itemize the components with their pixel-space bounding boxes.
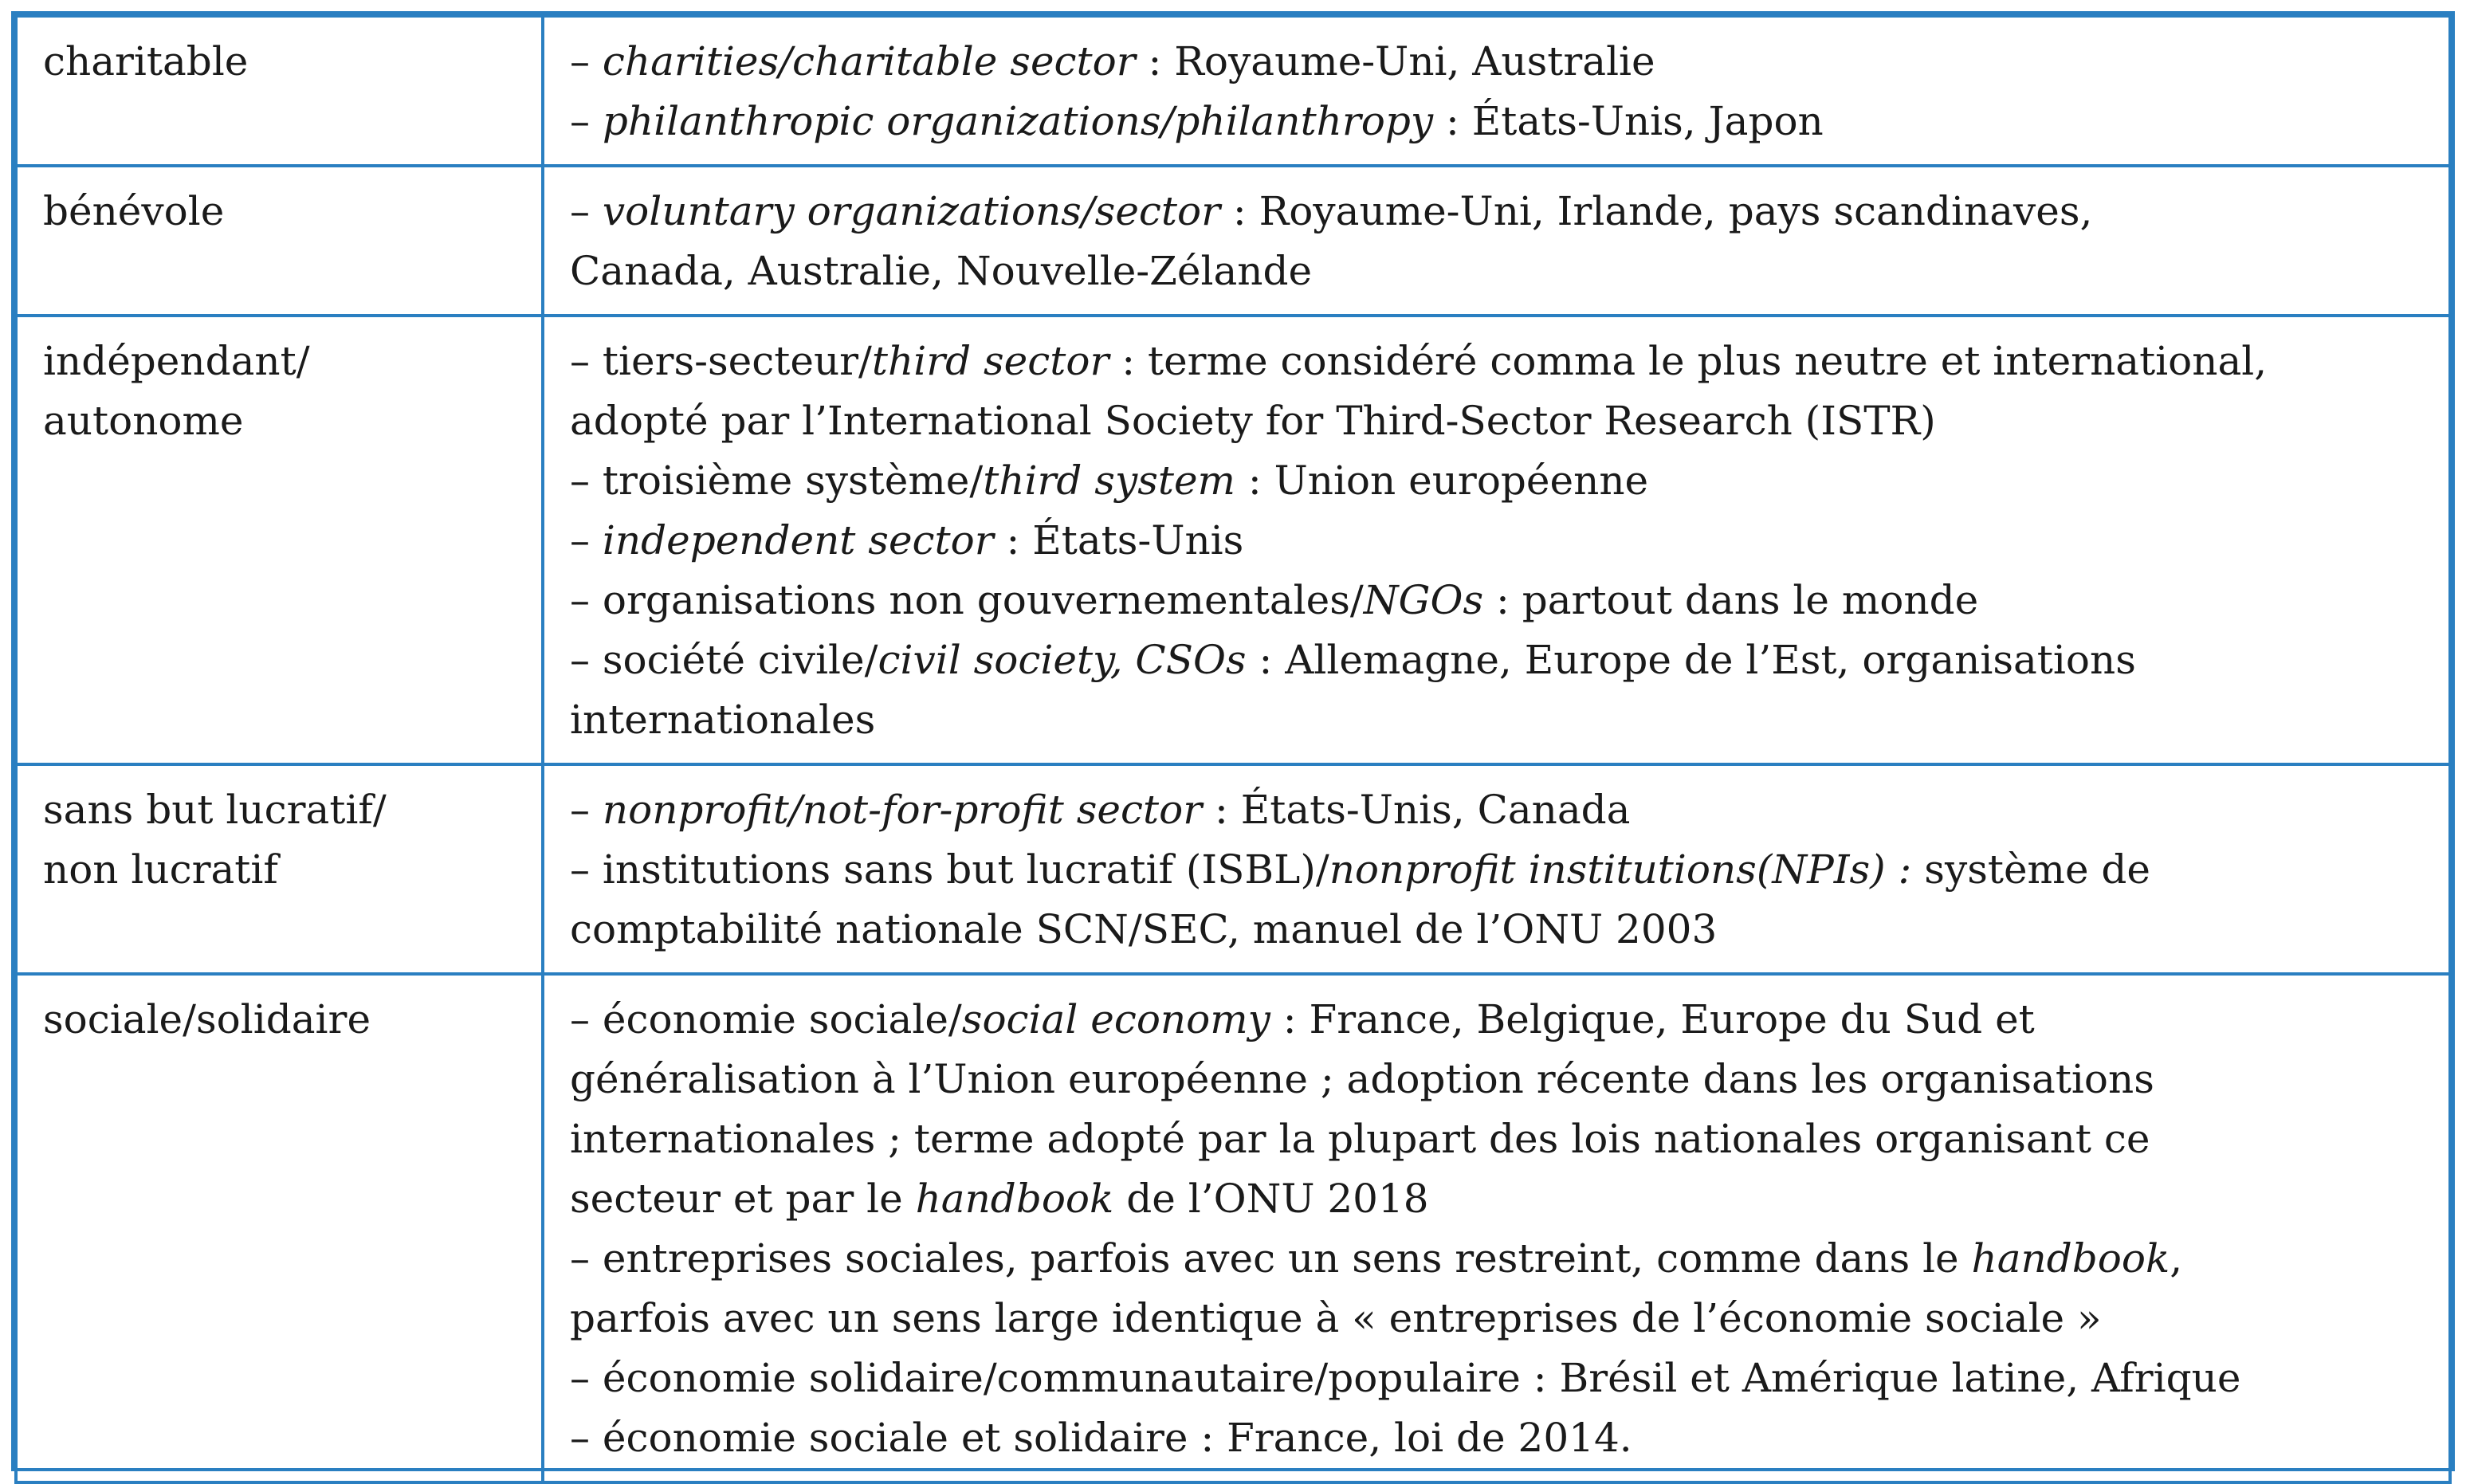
italic-term: nonprofit/not-for-profit sector bbox=[602, 787, 1203, 833]
row-content-cell bbox=[543, 316, 2450, 764]
italic-term: third system bbox=[983, 457, 1235, 504]
row-label-line: charitable bbox=[43, 38, 249, 84]
row-label-cell bbox=[16, 974, 543, 1482]
text-segment: : Royaume-Uni, Irlande, pays scandinaves, bbox=[1220, 188, 2093, 234]
content-line bbox=[570, 690, 2439, 750]
row-label-line: autonome bbox=[43, 398, 244, 444]
italic-term: handbook bbox=[915, 1176, 1114, 1222]
italic-term: independent sector bbox=[602, 517, 994, 563]
text-segment: – économie solidaire/communautaire/populaire : Brésil et Amérique latine, Afrique bbox=[570, 1355, 2241, 1401]
row-label-cell bbox=[16, 764, 543, 974]
text-segment: – tiers-secteur/ bbox=[570, 338, 872, 384]
italic-term: philanthropic organizations/philanthropy bbox=[602, 98, 1434, 144]
content-line bbox=[570, 1109, 2439, 1169]
row-content-cell bbox=[543, 974, 2450, 1482]
row-label-line: indépendant/ bbox=[43, 338, 310, 384]
row-label-cell bbox=[16, 166, 543, 316]
row-content-cell bbox=[543, 764, 2450, 974]
italic-term: handbook bbox=[1971, 1235, 2170, 1282]
content-line bbox=[570, 1289, 2439, 1349]
text-segment: – bbox=[570, 787, 603, 833]
text-segment: : États-Unis bbox=[993, 517, 1244, 563]
text-segment: : États-Unis, Canada bbox=[1202, 787, 1631, 833]
table-row bbox=[16, 166, 2450, 316]
content-line bbox=[570, 571, 2439, 630]
content-line bbox=[570, 900, 2439, 960]
text-segment: – bbox=[570, 38, 603, 84]
text-segment: internationales ; terme adopté par la plupart des lois nationales organisant ce bbox=[570, 1116, 2150, 1162]
content-line bbox=[570, 182, 2439, 241]
text-segment: – institutions sans but lucratif (ISBL)/ bbox=[570, 846, 1329, 893]
table-row bbox=[16, 16, 2450, 166]
text-segment: comptabilité nationale SCN/SEC, manuel de l’ONU 2003 bbox=[570, 906, 1718, 952]
text-segment: internationales bbox=[570, 697, 876, 743]
text-segment: – société civile/ bbox=[570, 637, 878, 683]
text-segment: – entreprises sociales, parfois avec un sens restreint, comme dans le bbox=[570, 1235, 1972, 1282]
row-label-line: bénévole bbox=[43, 188, 225, 234]
content-line bbox=[570, 1408, 2439, 1468]
row-label-line: sans but lucratif/ bbox=[43, 787, 387, 833]
content-line bbox=[570, 92, 2439, 151]
row-label-cell bbox=[16, 16, 543, 166]
content-line bbox=[570, 451, 2439, 511]
row-content-cell bbox=[543, 166, 2450, 316]
table-body bbox=[16, 16, 2450, 1482]
content-line bbox=[570, 1169, 2439, 1229]
text-segment: : Allemagne, Europe de l’Est, organisations bbox=[1246, 637, 2136, 683]
italic-term: voluntary organizations/sector bbox=[602, 188, 1221, 234]
content-line bbox=[570, 990, 2439, 1050]
text-segment: – bbox=[570, 517, 603, 563]
text-segment: – bbox=[570, 188, 603, 234]
text-segment: système de bbox=[1911, 846, 2151, 893]
row-label-line: sociale/solidaire bbox=[43, 996, 371, 1042]
text-segment: : partout dans le monde bbox=[1483, 577, 1979, 623]
terminology-table-frame bbox=[11, 11, 2455, 1471]
italic-term: charities/charitable sector bbox=[602, 38, 1136, 84]
text-segment: généralisation à l’Union européenne ; adoption récente dans les organisations bbox=[570, 1056, 2154, 1102]
text-segment: : États-Unis, Japon bbox=[1433, 98, 1824, 144]
text-segment: , bbox=[2170, 1235, 2183, 1282]
italic-term: social economy bbox=[961, 996, 1270, 1042]
terminology-table bbox=[14, 14, 2452, 1484]
text-segment: secteur et par le bbox=[570, 1176, 916, 1222]
content-line bbox=[570, 391, 2439, 451]
content-line bbox=[570, 840, 2439, 900]
text-segment: adopté par l’International Society for Third-Sector Research (ISTR) bbox=[570, 398, 1936, 444]
row-label-cell bbox=[16, 316, 543, 764]
text-segment: : France, Belgique, Europe du Sud et bbox=[1270, 996, 2035, 1042]
table-row bbox=[16, 764, 2450, 974]
text-segment: : Royaume-Uni, Australie bbox=[1135, 38, 1655, 84]
italic-term: nonprofit institutions(NPIs) : bbox=[1329, 846, 1912, 893]
content-line bbox=[570, 630, 2439, 690]
text-segment: – organisations non gouvernementales/ bbox=[570, 577, 1364, 623]
text-segment: – économie sociale et solidaire : France, loi de 2014. bbox=[570, 1415, 1632, 1461]
text-segment: parfois avec un sens large identique à « entreprises de l’économie sociale » bbox=[570, 1295, 2102, 1341]
text-segment: Canada, Australie, Nouvelle-Zélande bbox=[570, 248, 1313, 294]
italic-term: NGOs bbox=[1363, 577, 1484, 623]
row-label-line: non lucratif bbox=[43, 846, 278, 893]
text-segment: de l’ONU 2018 bbox=[1113, 1176, 1429, 1222]
text-segment: : terme considéré comma le plus neutre et international, bbox=[1109, 338, 2268, 384]
table-row bbox=[16, 316, 2450, 764]
content-line bbox=[570, 780, 2439, 840]
text-segment: : Union européenne bbox=[1235, 457, 1649, 504]
content-line bbox=[570, 511, 2439, 571]
content-line bbox=[570, 1229, 2439, 1289]
content-line bbox=[570, 241, 2439, 301]
content-line bbox=[570, 32, 2439, 92]
text-segment: – bbox=[570, 98, 603, 144]
text-segment: – économie sociale/ bbox=[570, 996, 962, 1042]
row-content-cell bbox=[543, 16, 2450, 166]
table-row bbox=[16, 974, 2450, 1482]
text-segment: – troisième système/ bbox=[570, 457, 984, 504]
content-line bbox=[570, 1349, 2439, 1408]
italic-term: civil society, CSOs bbox=[878, 637, 1247, 683]
italic-term: third sector bbox=[871, 338, 1109, 384]
content-line bbox=[570, 332, 2439, 391]
content-line bbox=[570, 1050, 2439, 1109]
